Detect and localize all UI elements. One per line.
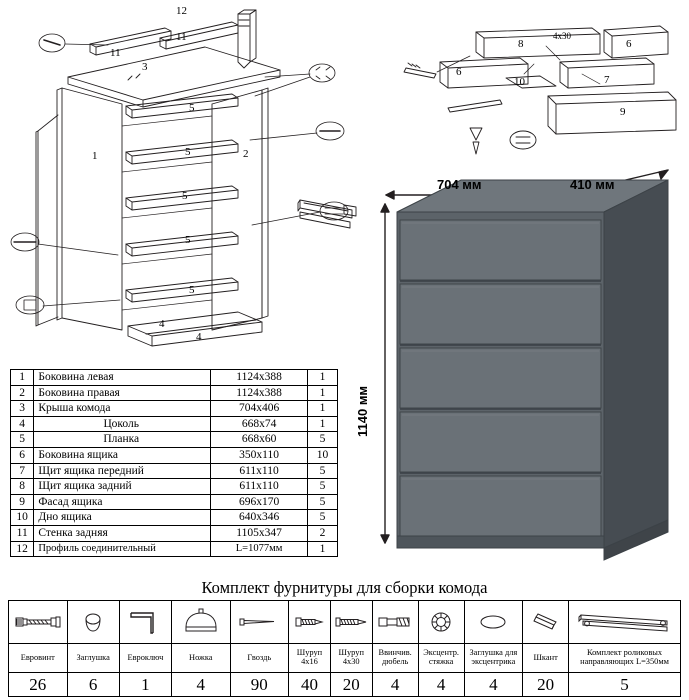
table-row [11,510,338,526]
hardware-label: Евроключ [119,644,171,673]
part-name: Щит ящика передний [34,463,211,479]
screw-4x30-icon [333,605,369,639]
part-number: 12 [11,541,34,557]
label-5-c: 5 [182,190,188,202]
table-row [11,494,338,510]
hardware-count: 1 [119,673,171,697]
hardware-icon-cell [9,601,68,644]
table-row [11,447,338,463]
edge-band-icon [526,605,566,639]
table-row [11,370,338,386]
part-size: 350x110 [211,447,308,463]
nail-icon [234,605,284,639]
part-number: 11 [11,525,34,541]
part-number: 4 [11,416,34,432]
part-name: Дно ящика [34,510,211,526]
hardware-count: 4 [172,673,231,697]
hardware-count: 4 [464,673,523,697]
label-10: 10 [514,76,525,88]
hardware-icon-cell [464,601,523,644]
part-number: 2 [11,385,34,401]
part-name: Крыша комода [34,401,211,417]
label-5-e: 5 [189,284,195,296]
table-row [11,479,338,495]
leg-icon [176,605,226,639]
label-3: 3 [142,61,148,73]
part-qty: 1 [307,370,337,386]
hardware-label: Шуруп 4х16 [289,644,331,673]
part-number: 8 [11,479,34,495]
hardware-table [8,600,681,697]
part-size: 611x110 [211,479,308,495]
part-number: 10 [11,510,34,526]
hardware-icon-cell [230,601,289,644]
part-qty: 5 [307,463,337,479]
part-qty: 5 [307,479,337,495]
label-11-left: 11 [110,47,121,59]
part-number: 5 [11,432,34,448]
hardware-label: Ножка [172,644,231,673]
label-4-a: 4 [159,318,165,330]
table-row [11,385,338,401]
hardware-label: Шкант [523,644,569,673]
hardware-label: Комплект роликовых направляющих L=350мм [569,644,681,673]
hardware-count: 6 [67,673,119,697]
table-row [11,401,338,417]
part-size: L=1077мм [211,541,308,557]
hardware-label: Эксцентр. стяжка [418,644,464,673]
part-name: Боковина правая [34,385,211,401]
part-qty: 5 [307,510,337,526]
hardware-label: Заглушка для эксцентрика [464,644,523,673]
hardware-count: 4 [418,673,464,697]
part-size: 1124x388 [211,385,308,401]
hardware-icon-cell [372,601,418,644]
hardware-count: 20 [523,673,569,697]
hardware-icon-cell [418,601,464,644]
dimension-height: 1140 мм [355,385,370,437]
slide-rails-icon [575,605,675,639]
hardware-title: Комплект фурнитуры для сборки комода [201,578,488,597]
eccentric-icon [421,605,461,639]
parts-table [10,369,338,557]
hardware-label: Евровинт [9,644,68,673]
part-name: Фасад ящика [34,494,211,510]
hardware-count: 4 [372,673,418,697]
part-size: 1105x347 [211,525,308,541]
table-row [11,416,338,432]
dimension-depth: 410 мм [570,177,615,192]
part-size: 668x74 [211,416,308,432]
label-9: 9 [620,106,626,118]
part-number: 6 [11,447,34,463]
label-1: 1 [92,150,98,162]
hardware-icon-cell [569,601,681,644]
part-name: Стенка задняя [34,525,211,541]
hardware-icon-cell [330,601,372,644]
part-qty: 10 [307,447,337,463]
part-qty: 5 [307,494,337,510]
table-row [11,541,338,557]
label-8: 8 [518,38,524,50]
hardware-icon-cell [523,601,569,644]
part-number: 7 [11,463,34,479]
screw-4x16-icon [291,605,327,639]
eccentric-cap-icon [470,605,516,639]
label-6-right: 6 [626,38,632,50]
label-7: 7 [604,74,610,86]
part-qty: 1 [307,385,337,401]
part-size: 696x170 [211,494,308,510]
label-5-d: 5 [185,234,191,246]
table-row [11,463,338,479]
part-qty: 1 [307,416,337,432]
part-number: 9 [11,494,34,510]
label-5-a: 5 [189,102,195,114]
hardware-icon-cell [172,601,231,644]
part-number: 3 [11,401,34,417]
cap-icon [73,605,113,639]
hardware-icon-cell [119,601,171,644]
euro-screw-icon [12,605,64,639]
part-name: Цоколь [34,416,211,432]
part-qty: 1 [307,541,337,557]
hardware-count: 5 [569,673,681,697]
label-screw-4x30: 4x30 [553,31,571,41]
part-size: 668x60 [211,432,308,448]
hardware-count: 40 [289,673,331,697]
hardware-icon-cell [289,601,331,644]
part-size: 704x406 [211,401,308,417]
part-size: 640x346 [211,510,308,526]
dimension-width: 704 мм [437,177,482,192]
hardware-count: 90 [230,673,289,697]
table-row [11,525,338,541]
label-12: 12 [176,5,187,17]
hardware-label: Шуруп 4х30 [330,644,372,673]
label-4-b: 4 [196,331,202,343]
hardware-label: Ввинчив. дюбель [372,644,418,673]
part-qty: 1 [307,401,337,417]
label-11-right: 11 [176,31,187,43]
label-2: 2 [243,148,249,160]
label-6-left: 6 [456,66,462,78]
hardware-label: Заглушка [67,644,119,673]
screw-dowel-icon [375,605,415,639]
part-name: Профиль соединительный [34,541,211,557]
part-qty: 2 [307,525,337,541]
part-size: 1124x388 [211,370,308,386]
part-number: 1 [11,370,34,386]
hardware-count: 20 [330,673,372,697]
hardware-icon-cell [67,601,119,644]
hardware-label: Гвоздь [230,644,289,673]
label-5-b: 5 [185,146,191,158]
part-size: 611x110 [211,463,308,479]
euro-key-icon [123,605,167,639]
hardware-count: 26 [9,673,68,697]
part-name: Боковина ящика [34,447,211,463]
table-row [11,432,338,448]
part-name: Боковина левая [34,370,211,386]
part-qty: 5 [307,432,337,448]
part-name: Планка [34,432,211,448]
part-name: Щит ящика задний [34,479,211,495]
